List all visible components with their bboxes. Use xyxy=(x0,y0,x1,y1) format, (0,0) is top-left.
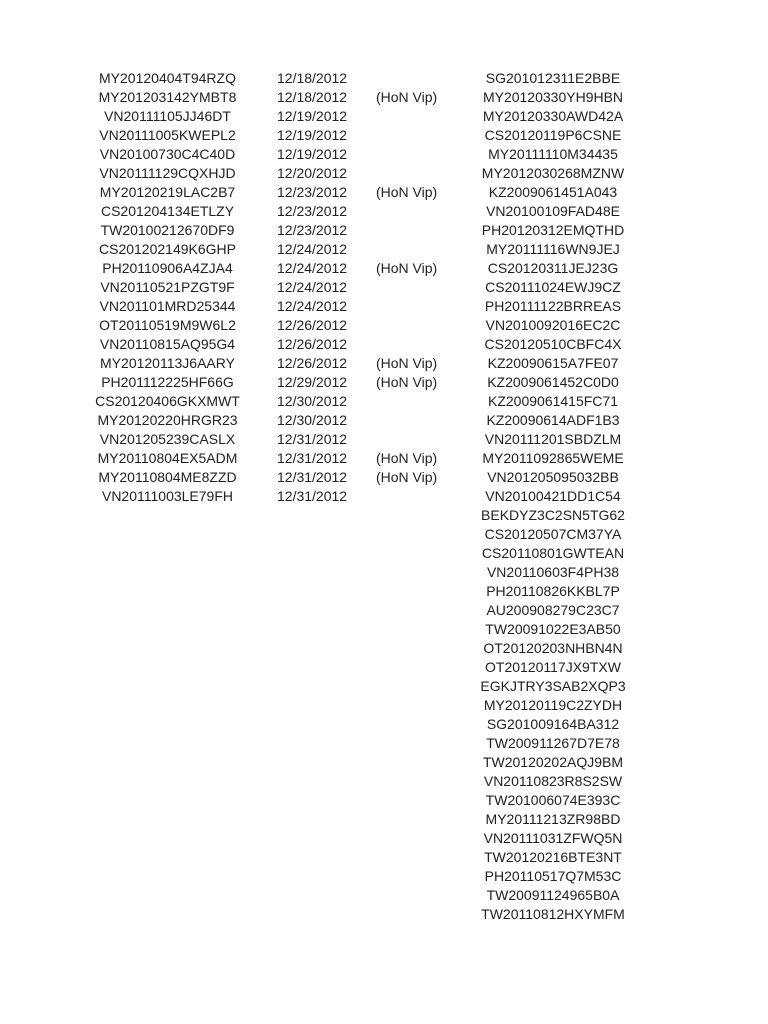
date-cell: 12/19/2012 xyxy=(277,108,348,124)
reference-cell: CS20120510CBFC4X xyxy=(484,336,622,352)
date-cell: 12/23/2012 xyxy=(277,222,348,238)
reference-cell: TW20091124965B0A xyxy=(486,887,620,903)
reference-cell: TW20110812HXYMFM xyxy=(481,906,625,922)
reference-cell: TW20091022E3AB50 xyxy=(485,621,621,637)
tag-cell xyxy=(376,411,456,430)
code-cell: PH201112225HF66G xyxy=(101,374,234,390)
tag-cell xyxy=(376,297,456,316)
code-cell: VN20111129CQXHJD xyxy=(99,165,236,181)
code-column xyxy=(80,69,255,506)
reference-cell: TW20120202AQJ9BM xyxy=(482,754,624,770)
reference-cell: MY20111116WN9JEJ xyxy=(486,241,620,257)
reference-cell: CS20120119P6CSNE xyxy=(484,127,622,143)
reference-cell: PH20120312EMQTHD xyxy=(481,222,625,238)
date-cell: 12/24/2012 xyxy=(277,260,348,276)
code-cell: MY20110804ME8ZZD xyxy=(98,469,237,485)
tag-cell xyxy=(376,69,456,88)
reference-cell: VN20111031ZFWQ5N xyxy=(483,830,623,846)
code-cell: MY20120219LAC2B7 xyxy=(99,184,236,200)
date-cell: 12/31/2012 xyxy=(277,450,348,466)
date-cell: 12/31/2012 xyxy=(277,469,348,485)
date-cell: 12/26/2012 xyxy=(277,355,348,371)
reference-cell: CS20120507CM37YA xyxy=(484,526,622,542)
code-cell: MY20120113J6AARY xyxy=(100,355,235,371)
date-column xyxy=(277,69,367,506)
reference-cell: KZ2009061415FC71 xyxy=(488,393,618,409)
reference-cell: VN20111201SBDZLM xyxy=(484,431,622,447)
reference-cell: MY2012030268MZNW xyxy=(481,165,625,181)
code-cell: VN201101MRD25344 xyxy=(99,298,236,314)
reference-cell: BEKDYZ3C2SN5TG62 xyxy=(481,507,625,523)
tag-cell xyxy=(376,335,456,354)
date-cell: 12/30/2012 xyxy=(277,393,348,409)
date-cell: 12/20/2012 xyxy=(277,165,348,181)
date-cell: 12/23/2012 xyxy=(277,203,348,219)
tag-column xyxy=(376,69,456,506)
tag-cell xyxy=(376,316,456,335)
reference-cell: VN201205095032BB xyxy=(487,469,619,485)
reference-cell: MY20120330YH9HBN xyxy=(482,89,624,105)
reference-cell: CS20120311JEJ23G xyxy=(487,260,619,276)
code-cell: PH20110906A4ZJA4 xyxy=(102,260,233,276)
code-cell: VN20100730C4C40D xyxy=(99,146,236,162)
tag-cell xyxy=(376,430,456,449)
code-cell: VN20110521PZGT9F xyxy=(100,279,235,295)
reference-cell: KZ20090614ADF1B3 xyxy=(486,412,620,428)
code-cell: MY20120404T94RZQ xyxy=(99,70,236,86)
reference-cell: SG201009164BA312 xyxy=(486,716,620,732)
date-cell: 12/26/2012 xyxy=(277,336,348,352)
reference-cell: MY2011092865WEME xyxy=(482,450,624,466)
reference-cell: MY20111110M34435 xyxy=(488,146,618,162)
reference-cell: PH20110517Q7M53C xyxy=(484,868,622,884)
reference-cell: VN20110823R8S2SW xyxy=(483,773,623,789)
reference-cell: VN20110603F4PH38 xyxy=(486,564,620,580)
tag-cell xyxy=(376,164,456,183)
reference-column xyxy=(463,69,643,924)
date-cell: 12/18/2012 xyxy=(277,70,348,86)
code-cell: CS201202149K6GHP xyxy=(99,241,236,257)
tag-cell xyxy=(376,107,456,126)
tag-cell: (HoN Vip) xyxy=(376,355,438,371)
reference-cell: OT20120117JX9TXW xyxy=(485,659,621,675)
reference-cell: OT20120203NHBN4N xyxy=(483,640,623,656)
code-cell: VN201205239CASLX xyxy=(99,431,236,447)
date-cell: 12/19/2012 xyxy=(277,146,348,162)
tag-cell xyxy=(376,278,456,297)
code-cell: VN20110815AQ95G4 xyxy=(99,336,236,352)
date-cell: 12/23/2012 xyxy=(277,184,348,200)
tag-cell: (HoN Vip) xyxy=(376,260,438,276)
reference-cell: KZ2009061452C0D0 xyxy=(487,374,619,390)
reference-cell: VN20100109FAD48E xyxy=(486,203,620,219)
reference-cell: TW200911267D7E78 xyxy=(486,735,620,751)
date-cell: 12/31/2012 xyxy=(277,488,348,504)
reference-cell: VN20100421DD1C54 xyxy=(485,488,621,504)
tag-cell: (HoN Vip) xyxy=(376,184,438,200)
code-cell: TW20100212670DF9 xyxy=(100,222,235,238)
reference-cell: KZ20090615A7FE07 xyxy=(487,355,619,371)
code-cell: VN20111005KWEPL2 xyxy=(99,127,236,143)
reference-cell: CS20111024EWJ9CZ xyxy=(485,279,621,295)
code-cell: CS201204134ETLZY xyxy=(100,203,235,219)
reference-cell: VN2010092016EC2C xyxy=(485,317,621,333)
reference-cell: CS20110801GWTEAN xyxy=(481,545,625,561)
code-cell: VN20111003LE79FH xyxy=(101,488,234,504)
tag-cell: (HoN Vip) xyxy=(376,89,438,105)
reference-cell: MY20111213ZR98BD xyxy=(485,811,621,827)
reference-cell: MY20120119C2ZYDH xyxy=(483,697,623,713)
tag-cell xyxy=(376,202,456,221)
reference-cell: TW201006074E393C xyxy=(485,792,621,808)
reference-cell: AU200908279C23C7 xyxy=(486,602,620,618)
tag-cell: (HoN Vip) xyxy=(376,374,438,390)
date-cell: 12/30/2012 xyxy=(277,412,348,428)
date-cell: 12/26/2012 xyxy=(277,317,348,333)
code-cell: CS20120406GKXMWT xyxy=(95,393,240,409)
reference-cell: MY20120330AWD42A xyxy=(482,108,624,124)
code-cell: MY20120220HRGR23 xyxy=(97,412,238,428)
tag-cell: (HoN Vip) xyxy=(376,450,438,466)
code-cell: MY201203142YMBT8 xyxy=(98,89,237,105)
date-cell: 12/24/2012 xyxy=(277,298,348,314)
reference-cell: KZ2009061451A043 xyxy=(488,184,618,200)
reference-cell: TW20120216BTE3NT xyxy=(484,849,622,865)
code-cell: VN20111105JJ46DT xyxy=(104,108,231,124)
tag-cell xyxy=(376,145,456,164)
date-cell: 12/19/2012 xyxy=(277,127,348,143)
tag-cell xyxy=(376,392,456,411)
code-cell: OT20110519M9W6L2 xyxy=(99,317,236,333)
tag-cell xyxy=(376,240,456,259)
tag-cell xyxy=(376,221,456,240)
reference-cell: EGKJTRY3SAB2XQP3 xyxy=(480,678,626,694)
reference-cell: PH20111122BRREAS xyxy=(484,298,622,314)
tag-cell xyxy=(376,487,456,506)
tag-cell xyxy=(376,126,456,145)
code-cell: MY20110804EX5ADM xyxy=(97,450,238,466)
date-cell: 12/24/2012 xyxy=(277,241,348,257)
date-cell: 12/24/2012 xyxy=(277,279,348,295)
tag-cell: (HoN Vip) xyxy=(376,469,438,485)
date-cell: 12/31/2012 xyxy=(277,431,348,447)
reference-cell: PH20110826KKBL7P xyxy=(486,583,620,599)
reference-cell: SG201012311E2BBE xyxy=(485,70,621,86)
date-cell: 12/18/2012 xyxy=(277,89,348,105)
date-cell: 12/29/2012 xyxy=(277,374,348,390)
